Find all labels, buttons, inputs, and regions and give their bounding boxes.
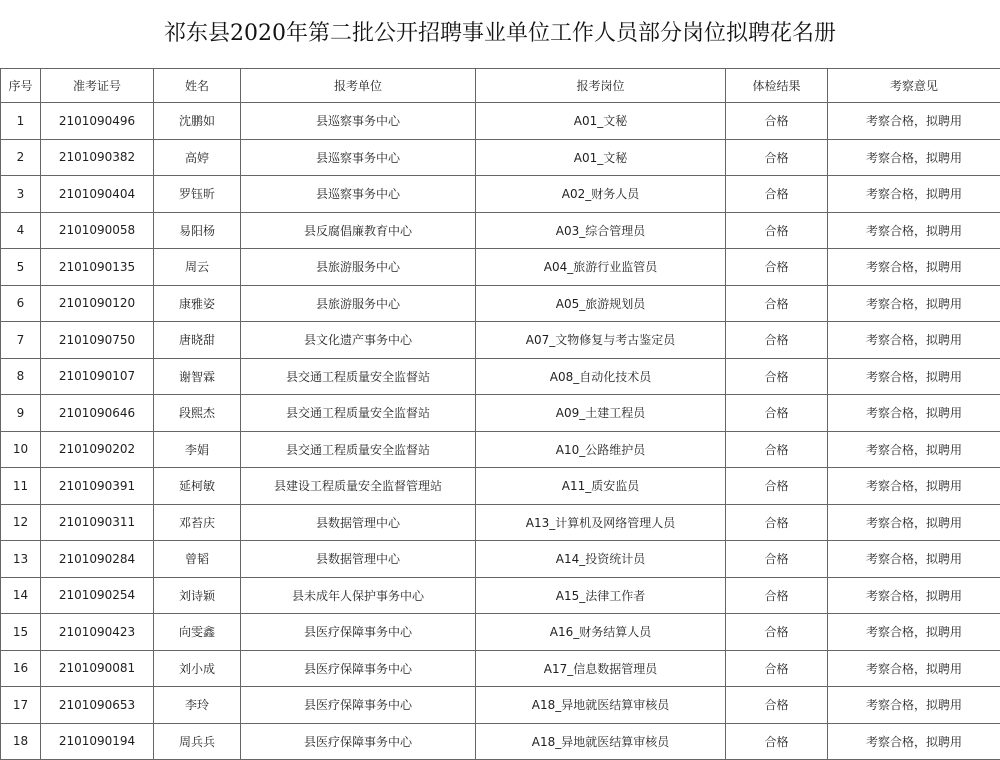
table-row: [1, 577, 1000, 614]
post-cell: A14_投资统计员: [476, 541, 726, 578]
medical-cell: 合格: [726, 650, 828, 687]
medical-cell: 合格: [726, 577, 828, 614]
medical-cell: 合格: [726, 212, 828, 249]
seq-cell: 6: [1, 285, 41, 322]
seq-cell: 10: [1, 431, 41, 468]
post-cell: A18_异地就医结算审核员: [476, 723, 726, 760]
header-col-exam-id: 准考证号: [41, 69, 154, 103]
unit-cell: 县巡察事务中心: [241, 139, 476, 176]
seq-cell: 16: [1, 650, 41, 687]
header-col-unit: 报考单位: [241, 69, 476, 103]
post-cell: A09_土建工程员: [476, 395, 726, 432]
medical-cell: 合格: [726, 358, 828, 395]
name-cell: 延柯敏: [154, 468, 241, 505]
opinion-cell: 考察合格，拟聘用: [828, 139, 1000, 176]
post-cell: A07_文物修复与考古鉴定员: [476, 322, 726, 359]
table-row: [1, 358, 1000, 395]
exam-id-cell: 2101090284: [41, 541, 154, 578]
opinion-cell: 考察合格，拟聘用: [828, 358, 1000, 395]
seq-cell: 8: [1, 358, 41, 395]
table-row: [1, 687, 1000, 724]
medical-cell: 合格: [726, 541, 828, 578]
table-row: [1, 468, 1000, 505]
post-cell: A01_文秘: [476, 139, 726, 176]
unit-cell: 县医疗保障事务中心: [241, 687, 476, 724]
header-col-seq: 序号: [1, 69, 41, 103]
name-cell: 周兵兵: [154, 723, 241, 760]
opinion-cell: 考察合格，拟聘用: [828, 212, 1000, 249]
opinion-cell: 考察合格，拟聘用: [828, 577, 1000, 614]
header-col-post: 报考岗位: [476, 69, 726, 103]
medical-cell: 合格: [726, 723, 828, 760]
unit-cell: 县交通工程质量安全监督站: [241, 358, 476, 395]
name-cell: 周云: [154, 249, 241, 286]
seq-cell: 3: [1, 176, 41, 213]
opinion-cell: 考察合格，拟聘用: [828, 176, 1000, 213]
roster-table: [0, 68, 1000, 760]
exam-id-cell: 2101090653: [41, 687, 154, 724]
name-cell: 段熙杰: [154, 395, 241, 432]
exam-id-cell: 2101090382: [41, 139, 154, 176]
post-cell: A16_财务结算人员: [476, 614, 726, 651]
medical-cell: 合格: [726, 687, 828, 724]
unit-cell: 县旅游服务中心: [241, 285, 476, 322]
name-cell: 曾韬: [154, 541, 241, 578]
post-cell: A02_财务人员: [476, 176, 726, 213]
opinion-cell: 考察合格，拟聘用: [828, 723, 1000, 760]
unit-cell: 县数据管理中心: [241, 541, 476, 578]
seq-cell: 1: [1, 103, 41, 140]
medical-cell: 合格: [726, 395, 828, 432]
opinion-cell: 考察合格，拟聘用: [828, 249, 1000, 286]
post-cell: A15_法律工作者: [476, 577, 726, 614]
post-cell: A17_信息数据管理员: [476, 650, 726, 687]
name-cell: 易阳杨: [154, 212, 241, 249]
exam-id-cell: 2101090423: [41, 614, 154, 651]
seq-cell: 17: [1, 687, 41, 724]
page-title: 祁东县2020年第二批公开招聘事业单位工作人员部分岗位拟聘花名册: [0, 0, 1000, 68]
medical-cell: 合格: [726, 249, 828, 286]
header-col-medical: 体检结果: [726, 69, 828, 103]
medical-cell: 合格: [726, 614, 828, 651]
table-row: [1, 139, 1000, 176]
name-cell: 刘诗颖: [154, 577, 241, 614]
unit-cell: 县医疗保障事务中心: [241, 650, 476, 687]
post-cell: A05_旅游规划员: [476, 285, 726, 322]
header-row: [1, 69, 1000, 103]
seq-cell: 18: [1, 723, 41, 760]
medical-cell: 合格: [726, 103, 828, 140]
table-row: [1, 285, 1000, 322]
opinion-cell: 考察合格，拟聘用: [828, 431, 1000, 468]
seq-cell: 9: [1, 395, 41, 432]
post-cell: A10_公路维护员: [476, 431, 726, 468]
table-row: [1, 541, 1000, 578]
opinion-cell: 考察合格，拟聘用: [828, 687, 1000, 724]
unit-cell: 县巡察事务中心: [241, 103, 476, 140]
name-cell: 沈鹏如: [154, 103, 241, 140]
post-cell: A03_综合管理员: [476, 212, 726, 249]
seq-cell: 7: [1, 322, 41, 359]
medical-cell: 合格: [726, 322, 828, 359]
header-col-name: 姓名: [154, 69, 241, 103]
exam-id-cell: 2101090202: [41, 431, 154, 468]
exam-id-cell: 2101090391: [41, 468, 154, 505]
table-row: [1, 212, 1000, 249]
name-cell: 刘小成: [154, 650, 241, 687]
seq-cell: 11: [1, 468, 41, 505]
post-cell: A08_自动化技术员: [476, 358, 726, 395]
unit-cell: 县旅游服务中心: [241, 249, 476, 286]
seq-cell: 2: [1, 139, 41, 176]
opinion-cell: 考察合格，拟聘用: [828, 395, 1000, 432]
table-row: [1, 249, 1000, 286]
name-cell: 罗钰昕: [154, 176, 241, 213]
medical-cell: 合格: [726, 176, 828, 213]
unit-cell: 县文化遗产事务中心: [241, 322, 476, 359]
seq-cell: 4: [1, 212, 41, 249]
medical-cell: 合格: [726, 504, 828, 541]
seq-cell: 13: [1, 541, 41, 578]
opinion-cell: 考察合格，拟聘用: [828, 322, 1000, 359]
exam-id-cell: 2101090135: [41, 249, 154, 286]
unit-cell: 县反腐倡廉教育中心: [241, 212, 476, 249]
name-cell: 李娟: [154, 431, 241, 468]
unit-cell: 县交通工程质量安全监督站: [241, 431, 476, 468]
seq-cell: 12: [1, 504, 41, 541]
opinion-cell: 考察合格，拟聘用: [828, 285, 1000, 322]
seq-cell: 14: [1, 577, 41, 614]
table-row: [1, 395, 1000, 432]
name-cell: 李玲: [154, 687, 241, 724]
unit-cell: 县医疗保障事务中心: [241, 723, 476, 760]
opinion-cell: 考察合格，拟聘用: [828, 614, 1000, 651]
table-row: [1, 650, 1000, 687]
exam-id-cell: 2101090107: [41, 358, 154, 395]
table-row: [1, 322, 1000, 359]
exam-id-cell: 2101090496: [41, 103, 154, 140]
unit-cell: 县数据管理中心: [241, 504, 476, 541]
post-cell: A18_异地就医结算审核员: [476, 687, 726, 724]
exam-id-cell: 2101090120: [41, 285, 154, 322]
opinion-cell: 考察合格，拟聘用: [828, 650, 1000, 687]
exam-id-cell: 2101090750: [41, 322, 154, 359]
exam-id-cell: 2101090311: [41, 504, 154, 541]
name-cell: 唐晓甜: [154, 322, 241, 359]
exam-id-cell: 2101090404: [41, 176, 154, 213]
unit-cell: 县巡察事务中心: [241, 176, 476, 213]
table-row: [1, 504, 1000, 541]
unit-cell: 县建设工程质量安全监督管理站: [241, 468, 476, 505]
exam-id-cell: 2101090646: [41, 395, 154, 432]
medical-cell: 合格: [726, 139, 828, 176]
post-cell: A13_计算机及网络管理人员: [476, 504, 726, 541]
name-cell: 谢智霖: [154, 358, 241, 395]
table-body: [1, 103, 1000, 760]
table-row: [1, 723, 1000, 760]
name-cell: 康雅姿: [154, 285, 241, 322]
table-row: [1, 103, 1000, 140]
name-cell: 高婷: [154, 139, 241, 176]
unit-cell: 县医疗保障事务中心: [241, 614, 476, 651]
exam-id-cell: 2101090081: [41, 650, 154, 687]
opinion-cell: 考察合格，拟聘用: [828, 541, 1000, 578]
post-cell: A01_文秘: [476, 103, 726, 140]
medical-cell: 合格: [726, 285, 828, 322]
exam-id-cell: 2101090254: [41, 577, 154, 614]
opinion-cell: 考察合格，拟聘用: [828, 468, 1000, 505]
table-header: [1, 69, 1000, 103]
name-cell: 向雯鑫: [154, 614, 241, 651]
exam-id-cell: 2101090058: [41, 212, 154, 249]
medical-cell: 合格: [726, 468, 828, 505]
seq-cell: 15: [1, 614, 41, 651]
post-cell: A11_质安监员: [476, 468, 726, 505]
post-cell: A04_旅游行业监管员: [476, 249, 726, 286]
exam-id-cell: 2101090194: [41, 723, 154, 760]
table-row: [1, 431, 1000, 468]
name-cell: 邓苔庆: [154, 504, 241, 541]
unit-cell: 县未成年人保护事务中心: [241, 577, 476, 614]
unit-cell: 县交通工程质量安全监督站: [241, 395, 476, 432]
table-row: [1, 176, 1000, 213]
seq-cell: 5: [1, 249, 41, 286]
medical-cell: 合格: [726, 431, 828, 468]
opinion-cell: 考察合格，拟聘用: [828, 504, 1000, 541]
opinion-cell: 考察合格，拟聘用: [828, 103, 1000, 140]
header-col-opinion: 考察意见: [828, 69, 1000, 103]
table-row: [1, 614, 1000, 651]
